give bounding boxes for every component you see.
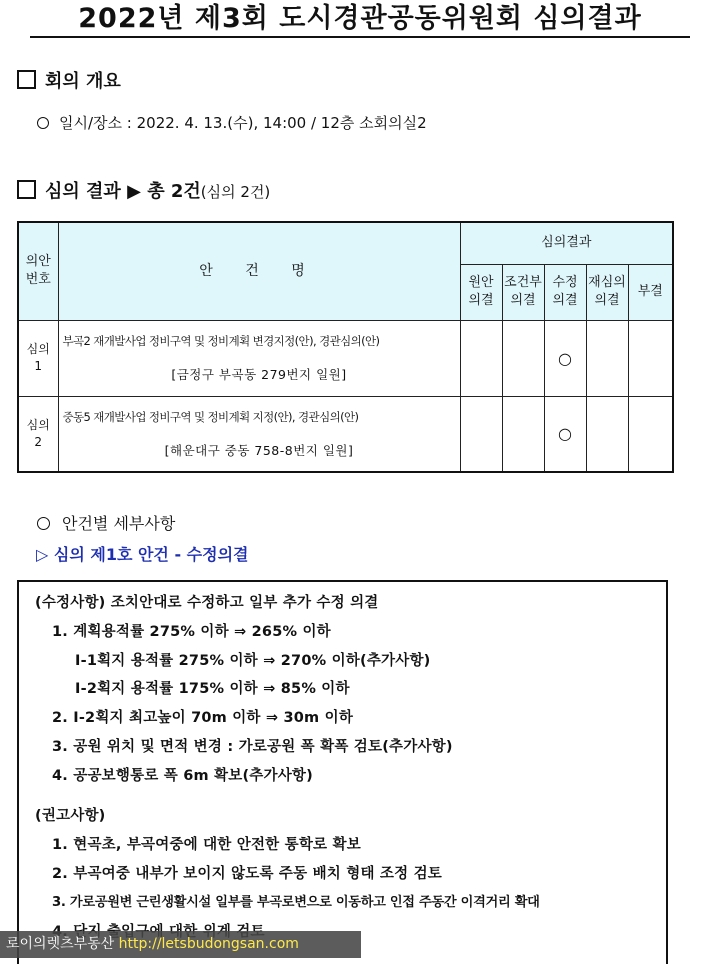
- detail-line: 2. Ⅰ-2획지 최고높이 70m 이하 ⇒ 30m 이하: [52, 710, 354, 726]
- detail-line: (수정사항) 조치안대로 수정하고 일부 추가 수정 의결: [35, 595, 379, 611]
- circle-bullet-icon: [37, 517, 50, 530]
- detail-line: Ⅰ-1획지 용적률 275% 이하 ⇒ 270% 이하(추가사항): [75, 653, 431, 669]
- details-heading: [37, 513, 175, 535]
- result-heading-text: 심의 결과: [45, 181, 121, 202]
- result-cell: [586, 320, 628, 396]
- title-underline: [30, 36, 690, 38]
- result-mark: ○: [558, 348, 572, 368]
- header-col-label: 조건부: [504, 275, 542, 290]
- result-detail: (심의 2건): [200, 183, 271, 201]
- detail-line: 4. 공공보행통로 폭 6m 확보(추가사항): [52, 768, 313, 784]
- result-cell: [586, 396, 628, 472]
- header-agenda-name: 안 건 명: [58, 222, 460, 320]
- header-result-group: 심의결과: [460, 222, 673, 264]
- result-cell: [544, 396, 586, 472]
- result-total: ▶ 총 2건: [127, 181, 201, 202]
- document-title: 2022년 제3회 도시경관공동위원회 심의결과: [78, 3, 642, 34]
- header-agenda-no: [18, 222, 58, 320]
- watermark-url[interactable]: http://letsbudongsan.com: [118, 936, 299, 952]
- header-col-label: 수정: [552, 275, 578, 290]
- result-heading: [17, 180, 270, 204]
- row-location-text: [금정구 부곡동 279번지 일원]: [171, 367, 347, 382]
- overview-heading: [17, 70, 121, 94]
- detail-line: 3. 공원 위치 및 면적 변경 : 가로공원 폭 확폭 검토(추가사항): [52, 739, 453, 755]
- detail-line: 1. 현곡초, 부곡여중에 대한 안전한 통학로 확보: [52, 837, 361, 853]
- row-no-l1: 심의: [26, 417, 50, 432]
- header-col-conditional: [502, 264, 544, 320]
- header-col-label: 부결: [637, 284, 663, 299]
- header-col-amended: [544, 264, 586, 320]
- checkbox-square-icon: [17, 180, 36, 199]
- result-table: [17, 221, 674, 473]
- meeting-datetime: [37, 113, 427, 133]
- overview-heading-text: 회의 개요: [45, 71, 121, 92]
- header-col-label: 재심의: [588, 275, 626, 290]
- result-cell: [628, 320, 673, 396]
- detail-line: 1. 계획용적률 275% 이하 ⇒ 265% 이하: [52, 624, 331, 640]
- meeting-datetime-text: 일시/장소 : 2022. 4. 13.(수), 14:00 / 12층 소회의실2: [59, 114, 427, 132]
- header-agenda-no-l2: 번호: [25, 272, 51, 288]
- detail-line: Ⅰ-2획지 용적률 175% 이하 ⇒ 85% 이하: [75, 681, 350, 697]
- circle-bullet-icon: [37, 117, 49, 129]
- row-no-l1: 심의: [26, 342, 50, 356]
- result-cell: [460, 396, 502, 472]
- result-cell: [502, 396, 544, 472]
- table-row: [18, 396, 673, 472]
- watermark-name: 로이의렛츠부동산: [6, 936, 115, 952]
- header-col-label: 의결: [510, 293, 536, 308]
- header-col-redeliberation: [586, 264, 628, 320]
- table-row: [18, 320, 673, 396]
- header-agenda-no-l1: 의안: [25, 254, 51, 270]
- result-cell: [628, 396, 673, 472]
- header-col-label: 의결: [468, 293, 494, 308]
- row-agenda-no: [18, 320, 58, 396]
- result-cell: [544, 320, 586, 396]
- detail-line: 2. 부곡여중 내부가 보이지 않도록 주동 배치 형태 조정 검토: [52, 866, 442, 882]
- row-agenda-no: [18, 396, 58, 472]
- header-col-label: 원안: [468, 275, 494, 290]
- detail-line: 3. 가로공원변 근린생활시설 일부를 부곡로변으로 이동하고 인접 주동간 이격거리 확대: [52, 895, 540, 910]
- watermark-banner: [0, 931, 361, 958]
- header-col-label: 의결: [552, 293, 578, 308]
- details-heading-text: 안건별 세부사항: [62, 514, 176, 533]
- header-col-label: 의결: [594, 293, 620, 308]
- row-location-text: [해운대구 중동 758-8번지 일원]: [164, 442, 354, 458]
- result-cell: [502, 320, 544, 396]
- details-subheading: ▷ 심의 제1호 안건 - 수정의결: [36, 545, 249, 564]
- result-cell: [460, 320, 502, 396]
- row-agenda-title: [58, 320, 460, 396]
- detail-line: (권고사항): [35, 808, 106, 824]
- header-col-rejected: [628, 264, 673, 320]
- header-col-original: [460, 264, 502, 320]
- checkbox-square-icon: [17, 70, 36, 89]
- row-title-text: 중동5 재개발사업 정비구역 및 정비계획 지정(안), 경관심의(안): [62, 409, 359, 424]
- result-mark: ○: [558, 424, 572, 444]
- row-no-l2: 2: [34, 434, 43, 449]
- row-agenda-title: [58, 396, 460, 472]
- row-title-text: 부곡2 재개발사업 정비구역 및 정비계획 변경지정(안), 경관심의(안): [62, 334, 380, 348]
- row-no-l2: 1: [34, 359, 43, 373]
